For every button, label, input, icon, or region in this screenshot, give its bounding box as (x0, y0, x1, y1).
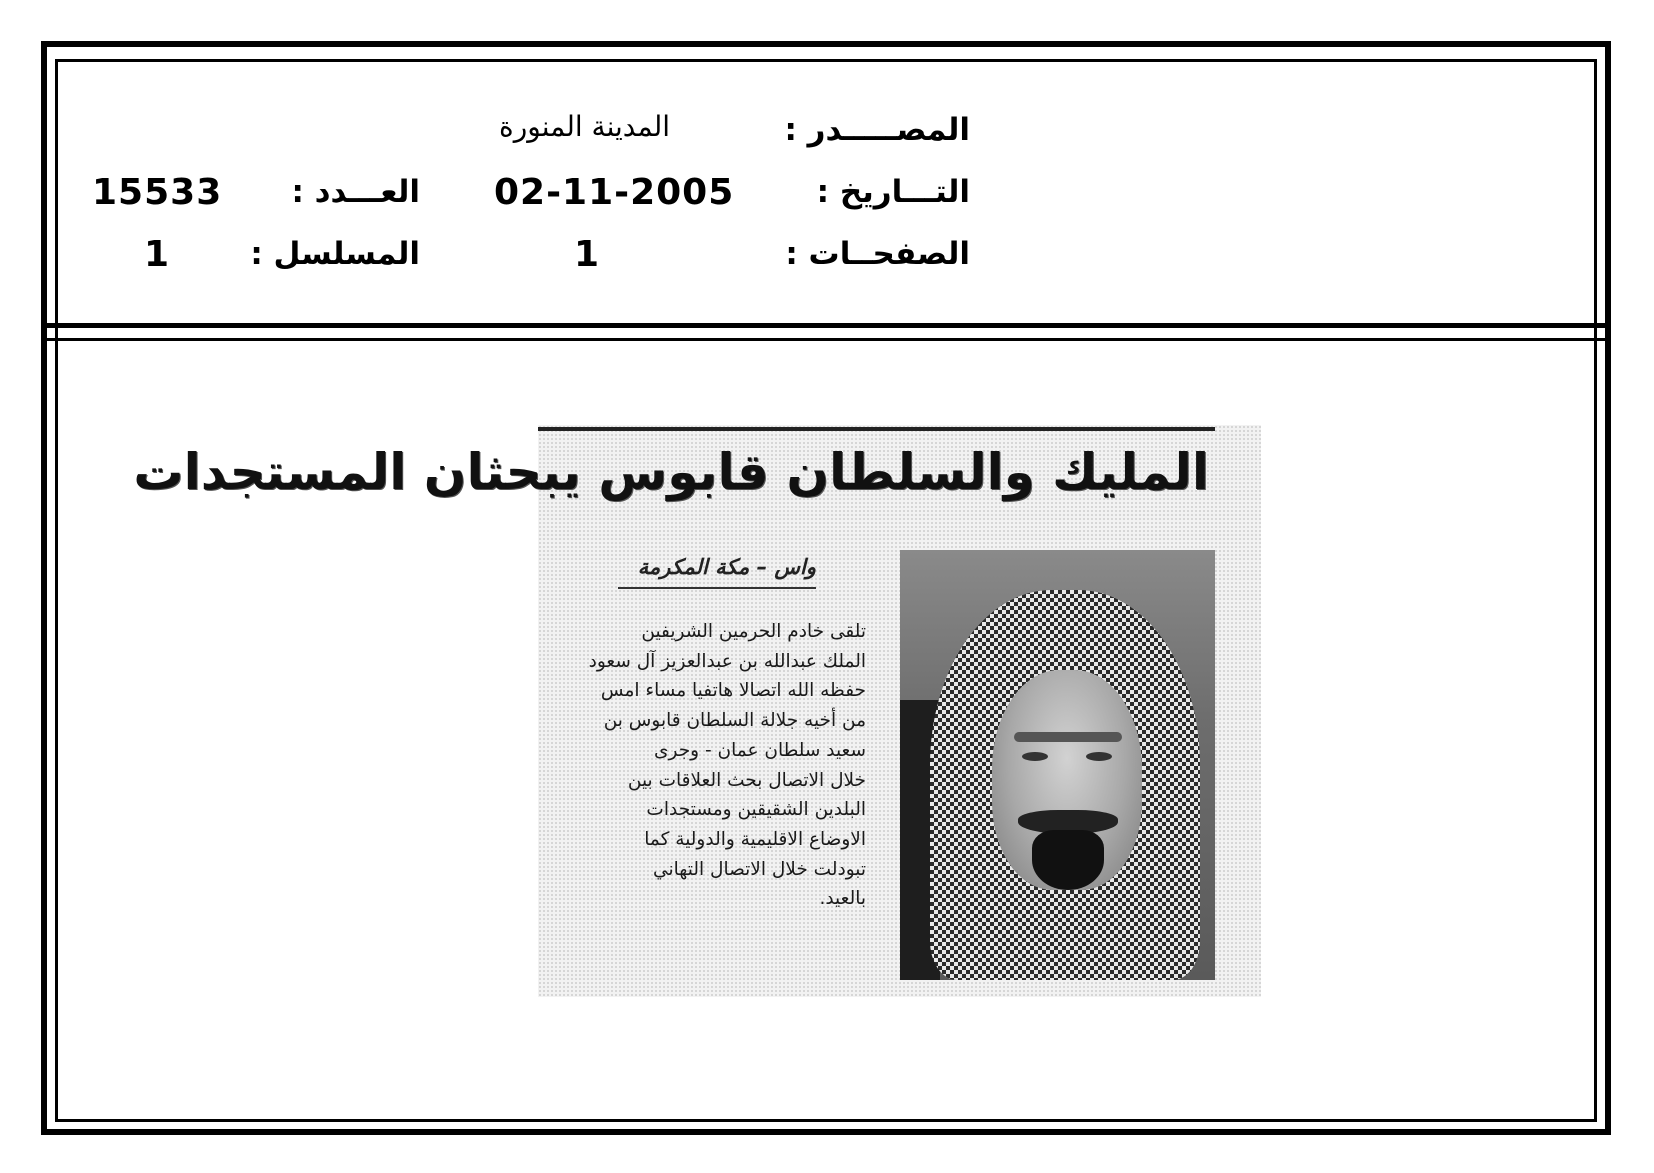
body-line: تلقى خادم الحرمين الشريفين (641, 621, 866, 642)
clipping-byline: واس – مكة المكرمة (618, 555, 816, 589)
pages-label: الصفحــات : (785, 236, 970, 272)
body-line: من أخيه جلالة السلطان قابوس بن (603, 710, 866, 732)
body-line: تبودلت خلال الاتصال التهاني (653, 858, 866, 880)
newspaper-clipping (133, 425, 1261, 997)
body-line: البلدين الشقيقين ومستجدات (646, 799, 866, 821)
portrait-photo (900, 550, 1215, 980)
portrait-eye-right (1086, 752, 1112, 761)
source-value: المدينة المنورة (499, 110, 670, 143)
header-divider-thick (41, 323, 1611, 328)
serial-value: 1 (144, 234, 171, 275)
body-line: بالعيد. (819, 888, 866, 910)
issue-label: العـــدد : (291, 174, 420, 210)
portrait-brow (1014, 732, 1122, 742)
clipping-headline: المليك والسلطان قابوس يبحثان المستجدات (133, 443, 1209, 501)
issue-value: 15533 (92, 172, 223, 213)
body-line: الملك عبدالله بن عبدالعزيز آل سعود (588, 650, 866, 672)
date-label: التـــاريخ : (816, 174, 970, 210)
pages-value: 1 (574, 234, 601, 275)
portrait-face (992, 670, 1142, 890)
header-divider-thin (41, 338, 1611, 341)
clipping-body (540, 617, 866, 914)
body-line: سعيد سلطان عمان - وجرى (654, 739, 866, 761)
serial-label: المسلسل : (250, 236, 420, 272)
clipping-top-rule (538, 427, 1215, 431)
source-label: المصـــــدر : (784, 112, 970, 148)
portrait-beard (1032, 830, 1104, 890)
body-line: خلال الاتصال بحث العلاقات بين (627, 769, 866, 791)
portrait-eye-left (1022, 752, 1048, 761)
body-line: الاوضاع الاقليمية والدولية كما (644, 828, 866, 850)
body-line: حفظه الله اتصالا هاتفيا مساء امس (600, 680, 866, 702)
date-value: 02-11-2005 (494, 172, 735, 213)
